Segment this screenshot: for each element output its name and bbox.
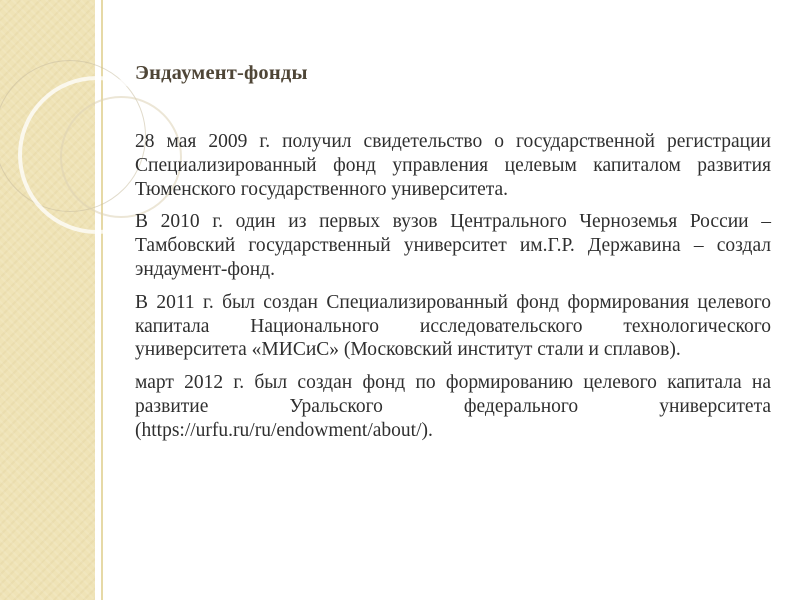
paragraph-tyumen: 28 мая 2009 г. получил свидетельство о государственной регистрации Специализированный фонд управления целевым капиталом развития Тюменского государственного университета. bbox=[135, 131, 771, 200]
slide-body bbox=[135, 130, 771, 452]
paragraph-tambov: В 2010 г. один из первых вузов Центрального Черноземья России – Тамбовский государственный университет им.Г.Р. Державина – создал эндаумент-фонд. bbox=[135, 211, 771, 280]
paragraph-misis: В 2011 г. был создан Специализированный фонд формирования целевого капитала Национального исследовательского технологического университета «МИСиС» (Московский институт стали и сплавов). bbox=[135, 291, 771, 361]
slide-title: Эндаумент-фонды bbox=[135, 62, 308, 84]
paragraph-urfu: март 2012 г. был создан фонд по формированию целевого капитала на развитие Уральского федерального университета (https://urfu.ru/ru/endowment/about/). bbox=[135, 372, 771, 441]
